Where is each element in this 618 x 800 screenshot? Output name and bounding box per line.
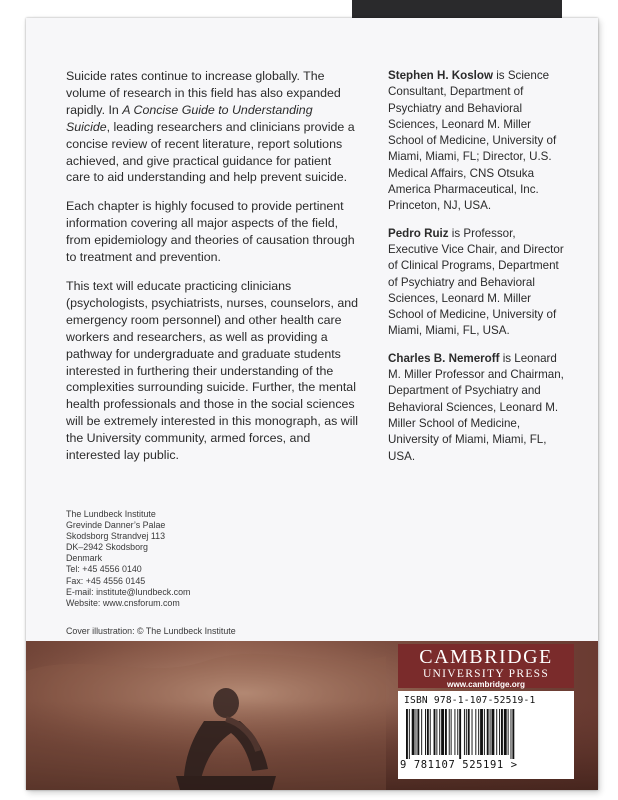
isbn-label: ISBN 978-1-107-52519-1: [404, 695, 536, 706]
address-tel: Tel: +45 4556 0140: [66, 564, 142, 575]
bio-ruiz: Pedro Ruiz is Professor, Executive Vice Chair, and Director of Clinical Programs, Department of Psychiatry and Behavioral Sciences, Leonard M. Miller School of Medicine, University of Miami, Miami, FL, USA.: [388, 226, 564, 338]
bio-name: Charles B. Nemeroff: [388, 351, 500, 365]
background-dark-strip: [352, 0, 562, 20]
blurb-paragraph-2: Each chapter is highly focused to provide pertinent information covering all major aspects of the field, from epidemiology and theories of causation through to treatment and prevention.: [66, 199, 355, 265]
bio-koslow: Stephen H. Koslow is Science Consultant, Department of Psychiatry and Behavioral Sciences, Leonard M. Miller School of Medicine, University of Miami, Miami, FL; Director, U.S. Medical Affairs, CNS Otsuka America Pharmaceutical, Inc. Princeton, NJ, USA.: [388, 69, 557, 213]
address-fax: Fax: +45 4556 0145: [66, 575, 146, 586]
book-back-cover: [26, 18, 598, 790]
institute-address: The Lundbeck Institute Grevinde Danner’s Palae Skodsborg Strandvej 113 DK–2942 Skodsborg Denmark Tel: +45 4556 0140 Fax: +45 4556 0145 E-mail: institute@lundbeck.com Website: www.cnsforum.com: [66, 509, 286, 609]
barcode-icon: [404, 709, 568, 759]
editor-bios-column: [388, 68, 568, 476]
publisher-website: www.cambridge.org: [447, 680, 525, 689]
blurb-paragraph-3: This text will educate practicing clinicians (psychologists, psychiatrists, nurses, counselors, and emergency room personnel) and other health care workers and researchers, as well as providing a pathway for undergraduate and graduate students interested in furthering their understanding of the complexities surrounding suicide. Further, the mental health professionals and those in the social sciences will be extremely interested in this monograph, as will the University community, armed forces, and interested lay public.: [66, 278, 358, 463]
barcode-digits: 9 781107 525191 >: [400, 759, 518, 771]
publisher-name: CAMBRIDGE: [419, 646, 553, 668]
bio-name: Pedro Ruiz: [388, 226, 449, 240]
bio-nemeroff: Charles B. Nemeroff is Leonard M. Miller Professor and Chairman, Department of Psychiatry and Behavioral Sciences, Leonard M. Miller School of Medicine, University of Miami, Miami, FL, USA.: [388, 351, 564, 463]
blurb-paragraph-1: Suicide rates continue to increase globally. The volume of research in this field has also expanded rapidly. In A Concise Guide to Understanding Suicide, leading researchers and clinicians provide a concise review of recent literature, report solutions achieved, and give practical guidance for patient care to aid understanding and help prevent suicide.: [66, 69, 355, 185]
publisher-subtitle: UNIVERSITY PRESS: [422, 668, 550, 680]
publisher-logo-box: [398, 644, 574, 688]
bio-name: Stephen H. Koslow: [388, 69, 493, 82]
cover-illustration-credit: Cover illustration: © The Lundbeck Institute: [66, 626, 236, 636]
blurb-column: [66, 68, 358, 476]
address-website: Website: www.cnsforum.com: [66, 597, 180, 608]
address-email: E-mail: institute@lundbeck.com: [66, 586, 191, 597]
barcode-panel: [398, 691, 574, 779]
book-title-italic: A Concise Guide to Understanding Suicide: [66, 102, 313, 134]
